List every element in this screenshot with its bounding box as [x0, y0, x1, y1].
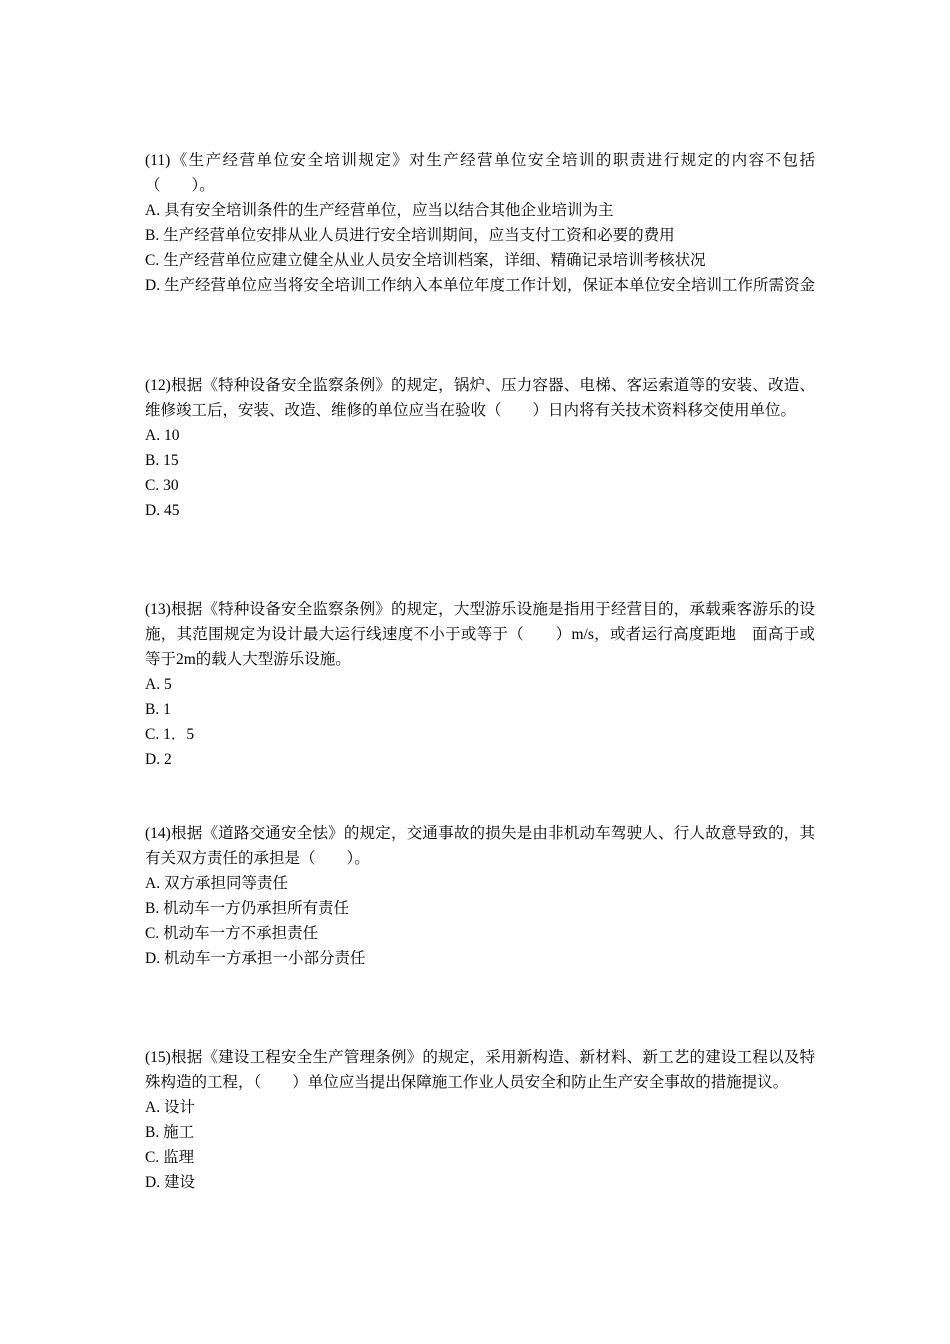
question-stem: (13)根据《特种设备安全监察条例》的规定，大型游乐设施是指用于经营目的，承载乘客游乐的设施，其范围规定为设计最大运行线速度不小于或等于（ ）m/s，或者运行高度距地 面高于或等于2m的载人大型游乐设施。: [145, 601, 815, 668]
option-c: C. 1．5: [145, 726, 195, 743]
question-14: [145, 821, 815, 971]
option-a: A. 10: [145, 427, 180, 444]
option-d: D. 机动车一方承担一小部分责任: [145, 950, 366, 967]
option-d: D. 建设: [145, 1174, 195, 1191]
question-stem: (15)根据《建设工程安全生产管理条例》的规定，采用新构造、新材料、新工艺的建设工程以及特殊构造的工程，（ ）单位应当提出保障施工作业人员安全和防止生产安全事故的措施提议。: [145, 1049, 815, 1091]
question-11: [145, 148, 831, 298]
option-c: C. 30: [145, 477, 179, 494]
option-b: B. 1: [145, 701, 171, 718]
option-c: C. 生产经营单位应建立健全从业人员安全培训档案，详细、精确记录培训考核状况: [145, 252, 706, 269]
option-a: A. 双方承担同等责任: [145, 875, 288, 892]
option-list: [145, 423, 815, 523]
option-a: A. 设计: [145, 1099, 195, 1116]
option-b: B. 施工: [145, 1124, 195, 1141]
question-12: [145, 373, 815, 523]
option-list: [145, 1095, 815, 1195]
option-d: D. 45: [145, 502, 180, 519]
option-list: [145, 672, 815, 772]
option-a: A. 具有安全培训条件的生产经营单位，应当以结合其他企业培训为主: [145, 202, 614, 219]
option-a: A. 5: [145, 676, 172, 693]
question-stem: (12)根据《特种设备安全监察条例》的规定，锅炉、压力容器、电梯、客运索道等的安装、改造、维修竣工后，安装、改造、维修的单位应当在验收（ ）日内将有关技术资料移交使用单位。: [145, 377, 815, 419]
option-d: D. 生产经营单位应当将安全培训工作纳入本单位年度工作计划，保证本单位安全培训工作所需资金: [145, 277, 815, 294]
option-c: C. 监理: [145, 1149, 195, 1166]
option-list: [145, 198, 815, 298]
option-b: B. 机动车一方仍承担所有责任: [145, 900, 350, 917]
option-d: D. 2: [145, 751, 172, 768]
option-c: C. 机动车一方不承担责任: [145, 925, 319, 942]
question-15: [145, 1045, 815, 1195]
option-b: B. 生产经营单位安排从业人员进行安全培训期间，应当支付工资和必要的费用: [145, 227, 675, 244]
question-stem: (14)根据《道路交通安全怯》的规定，交通事故的损失是由非机动车驾驶人、行人故意导致的，其有关双方责任的承担是（ ）。: [145, 825, 815, 867]
option-b: B. 15: [145, 452, 179, 469]
question-stem: (11)《生产经营单位安全培训规定》对生产经营单位安全培训的职责进行规定的内容不包括 （ ）。: [145, 152, 831, 194]
option-list: [145, 871, 815, 971]
question-13: [145, 597, 815, 772]
